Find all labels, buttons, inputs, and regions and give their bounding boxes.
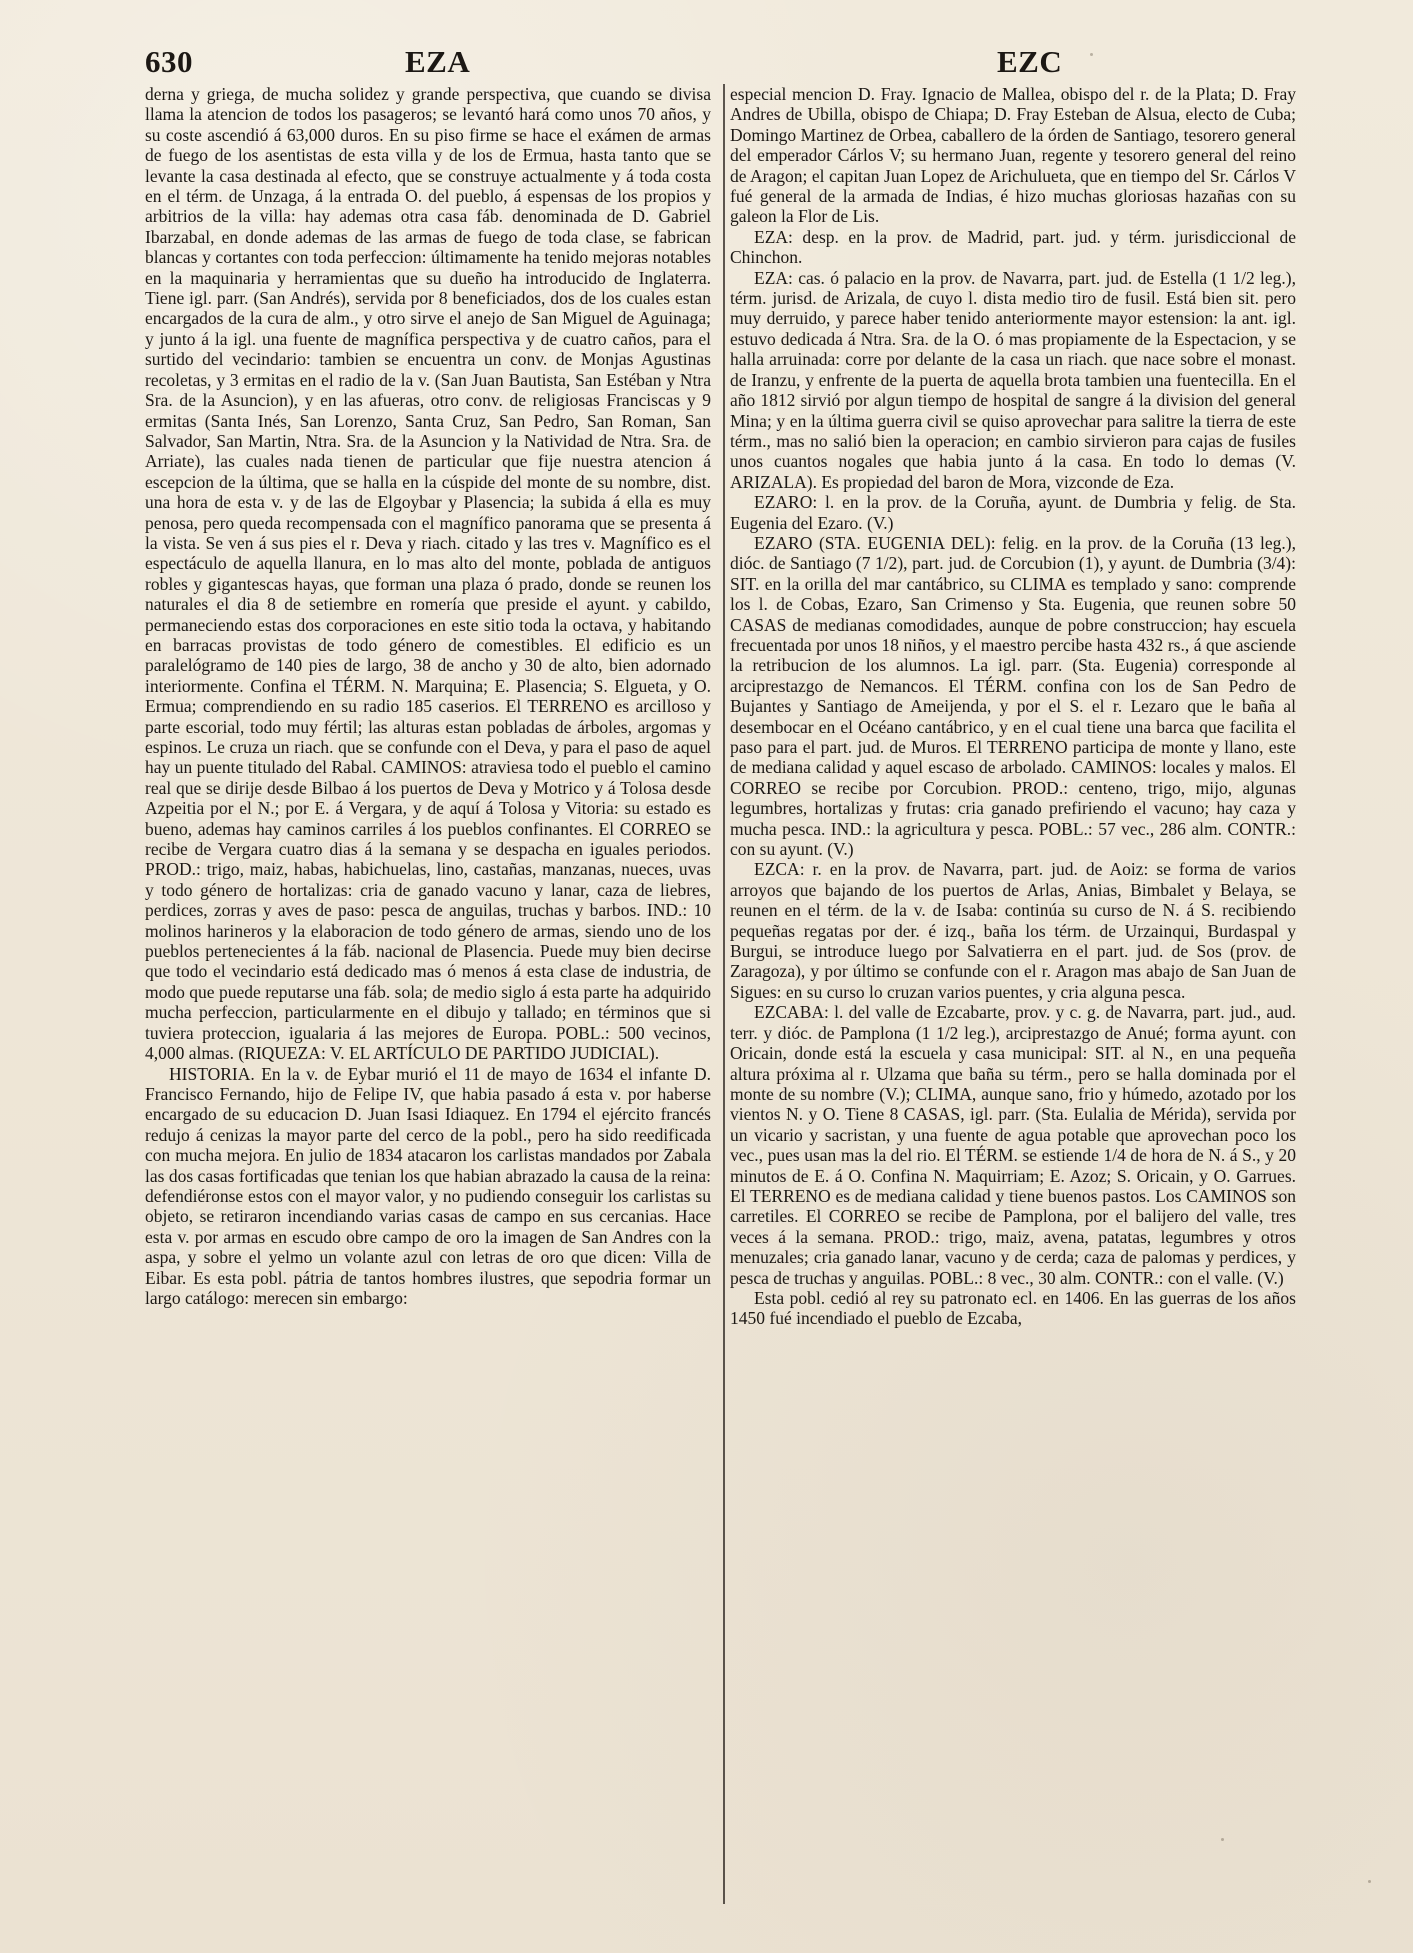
page-number: 630 <box>145 44 193 79</box>
paper-speck <box>1090 53 1093 56</box>
right-paragraph-2: EZA: desp. en la prov. de Madrid, part. jud. y térm. jurisdiccional de Chinchon. <box>730 226 1296 268</box>
right-paragraph-8: Esta pobl. cedió al rey su patronato ecl. en 1406. En las guerras de los años 1450 fué incendiado el pueblo de Ezcaba, <box>730 1287 1296 1329</box>
left-paragraph-2: HISTORIA. En la v. de Eybar murió el 11 de mayo de 1634 el infante D. Francisco Fernando, hijo de Felipe IV, que habia pasado á esta v. por haberse encargado de su educacion D. Juan Isasi Idiaquez. En 1794 el ejército francés redujo á cenizas la mayor parte del cerco de la pobl., pero ha sido reedificada con mucha mejora. En julio de 1834 atacaron los carlistas mandados por Zabala las dos casas fortificadas que tenian los que habian abrazado la causa de la reina: defendiéronse estos con el mayor valor, y no pudiendo conseguir los carlistas su objeto, se retiraron incendiando varias casas de campo en sus cercanias. Hace esta v. por armas en escudo obre campo de oro la imagen de San Andres con la aspa, y sobre el yelmo un volante azul con letras de oro que dicen: Villa de Eibar. Es esta pobl. pátria de tantos hombres ilustres, que sepodria formar un largo catálogo: merecen sin embargo: <box>145 1063 711 1308</box>
left-column <box>145 84 711 1912</box>
right-heading: EZC <box>997 44 1063 79</box>
paper-speck <box>1368 1880 1371 1883</box>
right-paragraph-6: EZCA: r. en la prov. de Navarra, part. jud. de Aoiz: se forma de varios arroyos que bajando de los puertos de Arlas, Anias, Bimbalet y Belaya, se reunen en el térm. de la v. de Isaba: continúa su curso de N. á S. recibiendo pequeñas regatas por der. é izq., baña los térm. de Urzainqui, Burdaspal y Burgui, se introduce luego por Salvatierra en el part. jud. de Sos (prov. de Zaragoza), y por último se confunde con el r. Aragon mas abajo de San Juan de Sigues: en su curso lo cruzan varios puentes, y cria alguna pesca. <box>730 859 1296 1002</box>
right-paragraph-4: EZARO: l. en la prov. de la Coruña, ayunt. de Dumbria y felig. de Sta. Eugenia del Ezaro. (V.) <box>730 492 1296 533</box>
right-paragraph-7: EZCABA: l. del valle de Ezcabarte, prov. y c. g. de Navarra, part. jud., aud. terr. y dióc. de Pamplona (1 1/2 leg.), arciprestazgo de Anué; forma ayunt. con Oricain, donde está la escuela y casa municipal: SIT. al N., en una pequeña altura próxima al r. Ulzama que baña su térm., pero se halla dominada por el monte de su nombre (V.); CLIMA, aunque sano, frio y húmedo, azotado por los vientos N. y O. Tiene 8 CASAS, igl. parr. (Sta. Eulalia de Mérida), servida por un vicario y sacristan, y una fuente de agua potable que aprovechan poco los vec., pues usan mas la del rio. El TÉRM. se estiende 1/4 de hora de N. á S., y 20 minutos de E. á O. Confina N. Maquirriam; E. Azoz; S. Oricain, y O. Garrues. El TERRENO es de mediana calidad y tiene buenos pastos. Los CAMINOS son carretiles. El CORREO se recibe de Pamplona, por el balijero del valle, tres veces á la semana. PROD.: trigo, maiz, avena, patatas, legumbres y otros menuzales; cria ganado lanar, vacuno y de cerda; caza de palomas y perdices, y pesca de truchas y anguilas. POBL.: 8 vec., 30 alm. CONTR.: con el valle. (V.) <box>730 1002 1296 1288</box>
left-heading: EZA <box>405 44 471 79</box>
paper-speck <box>1221 1838 1224 1841</box>
right-paragraph-5: EZARO (STA. EUGENIA DEL): felig. en la prov. de la Coruña (13 leg.), dióc. de Santiago (7 1/2), part. jud. de Corcubion (1), y ayunt. de Dumbria (3/4): SIT. en la orilla del mar cantábrico, su CLIMA es templado y sano: comprende los l. de Cobas, Ezaro, San Crimenso y Sta. Eugenia, que reunen sobre 50 CASAS de medianas comodidades, aunque de pobre construccion; hay escuela frecuentada por unos 18 niños, y el maestro percibe hasta 432 rs., á que asciende la retribucion de los alumnos. La igl. parr. (Sta. Eugenia) corresponde al arciprestazgo de Nemancos. El TÉRM. confina con los de San Pedro de Bujantes y Santiago de Ameijenda, y por el S. el r. Lezaro que le baña al desembocar en el Océano cantábrico, y en el cual tiene una barca que facilita el paso para el part. jud. de Muros. El TERRENO participa de monte y llano, este de mediana calidad y aquel escaso de arbolado. CAMINOS: locales y malos. El CORREO se recibe por Corcubion. PROD.: centeno, trigo, mijo, algunas legumbres, hortalizas y frutas: cria ganado prefiriendo el vacuno; hay caza y mucha pesca. IND.: la agricultura y pesca. POBL.: 57 vec., 286 alm. CONTR.: con su ayunt. (V.) <box>730 532 1296 860</box>
column-divider <box>723 84 725 1904</box>
right-paragraph-1: especial mencion D. Fray. Ignacio de Mallea, obispo del r. de la Plata; D. Fray Andres de Ubilla, obispo de Chiapa; D. Fray Esteban de Alsua, electo de Cuba; Domingo Martinez de Orbea, caballero de la órden de Santiago, tesorero general del emperador Cárlos V; su hermano Juan, regente y tesorero general del reino de Aragon; el capitan Juan Lopez de Arichulueta, que en tiempo del Sr. Cárlos V fué general de la armada de Indias, é hizo muchas gloriosas hazañas con su galeon la Flor de Lis. <box>730 84 1296 227</box>
page-header <box>145 44 1345 80</box>
right-paragraph-3: EZA: cas. ó palacio en la prov. de Navarra, part. jud. de Estella (1 1/2 leg.), térm. jurisd. de Arizala, de cuyo l. dista medio tiro de fusil. Está bien sit. pero muy derruido, y parece haber tenido anteriormente mayor estension: la ant. igl. estuvo dedicada á Ntra. Sra. de la O. ó mas propiamente de la Espectacion, y se halla arruinada: corre por delante de la casa un riach. que nace sobre el monast. de Iranzu, y enfrente de la puerta de aquella brota tambien una fuentecilla. En el año 1812 sirvió por algun tiempo de hospital de sangre á la division del general Mina; y en la última guerra civil se quiso aprovechar para salitre la tierra de este térm., mas no salió bien la operacion; en cambio sirvieron para cajas de fusiles unos cuantos nogales que habia junto á la casa. En todo lo demas (V. ARIZALA). Es propiedad del baron de Mora, vizconde de Eza. <box>730 267 1296 492</box>
right-column <box>730 84 1296 1912</box>
left-paragraph-1: derna y griega, de mucha solidez y grande perspectiva, que cuando se divisa llama la atencion de todos los pasageros; se levantó hará como unos 70 años, y su coste ascendió á 63,000 duros. En su piso firme se hace el exámen de armas de fuego de los asentistas de esta villa y de los de Ermua, hasta tanto que se levante la casa destinada al efecto, que se construye actualmente y á toda costa en el térm. de Unzaga, á la entrada O. del pueblo, á espensas de los propios y arbitrios de la villa: hay ademas otra casa fáb. denominada de D. Gabriel Ibarzabal, en donde ademas de las armas de fuego de toda clase, se fabrican blancas y cortantes con toda perfeccion: últimamente ha tenido mejoras notables en la maquinaria y herramientas que su dueño ha introducido de Inglaterra. Tiene igl. parr. (San Andrés), servida por 8 beneficiados, dos de los cuales estan encargados de la cura de alm., y otro sirve el anejo de San Miguel de Aguinaga; y junto á la igl. una fuente de magnífica perspectiva y de cuatro caños, para el surtido del vecindario: tambien se encuentra un conv. de Monjas Agustinas recoletas, y 3 ermitas en el radio de la v. (San Juan Bautista, San Estéban y Ntra Sra. de la Asuncion), y en las afueras, otro conv. de religiosas Franciscas y 9 ermitas (Santa Inés, San Lorenzo, Santa Cruz, San Pedro, San Roman, San Salvador, San Martin, Ntra. Sra. de la Asuncion y la Natividad de Ntra. Sra. de Arriate), las cuales nada tienen de particular que fije nuestra atencion á escepcion de la última, que se halla en la cúspide del monte de su nombre, dist. una hora de esta v. y de las de Elgoybar y Plasencia; la subida á ella es muy penosa, pero queda recompensada con el magnífico panorama que se presenta á la vista. Se ven á sus pies el r. Deva y riach. citado y las tres v. Magnífico es el espectáculo de aquella llanura, en lo mas alto del monte, poblada de antiguos robles y gigantescas hayas, que forman una plaza ó prado, donde se reunen los naturales el dia 8 de setiembre en romería que preside el ayunt. y cabildo, permaneciendo estas dos corporaciones en este sitio toda la octava, y habitando en barracas provistas de todo género de comestibles. El edificio es un paralelógramo de 140 pies de largo, 38 de ancho y 30 de alto, bien adornado interiormente. Confina el TÉRM. N. Marquina; E. Plasencia; S. Elgueta, y O. Ermua; comprendiendo en su radio 185 caserios. El TERRENO es arcilloso y parte escorial, todo muy fértil; las alturas estan pobladas de árboles, argomas y espinos. Le cruza un riach. que se confunde con el Deva, y para el paso de aquel hay un puente titulado del Rabal. CAMINOS: atraviesa todo el pueblo el camino real que se dirije desde Bilbao á los puertos de Deva y Motrico y á Tolosa desde Azpeitia por el N.; por E. á Vergara, y de aquí á Tolosa y Vitoria: su estado es bueno, ademas hay caminos carriles á los pueblos confinantes. El CORREO se recibe de Vergara cuatro dias á la semana y se despacha en iguales periodos. PROD.: trigo, maiz, habas, habichuelas, lino, castañas, manzanas, nueces, uvas y todo género de hortalizas: cria de ganado vacuno y lanar, caza de liebres, perdices, zorras y aves de paso: pesca de anguilas, truchas y barbos. IND.: 10 molinos harineros y la elaboracion de todo género de armas, siendo uno de los pueblos pertenecientes á la fáb. nacional de Plasencia. Puede muy bien decirse que todo el vecindario está dedicado mas ó menos á esta clase de industria, de modo que puede reputarse una fáb. sola; de medio siglo á esta parte ha adquirido mucha perfeccion, particularmente en el dibujo y tallado; en términos que si tuviera proteccion, igualaria á las mejores de Europa. POBL.: 500 vecinos, 4,000 almas. (RIQUEZA: V. EL ARTÍCULO DE PARTIDO JUDICIAL). <box>145 84 711 1064</box>
